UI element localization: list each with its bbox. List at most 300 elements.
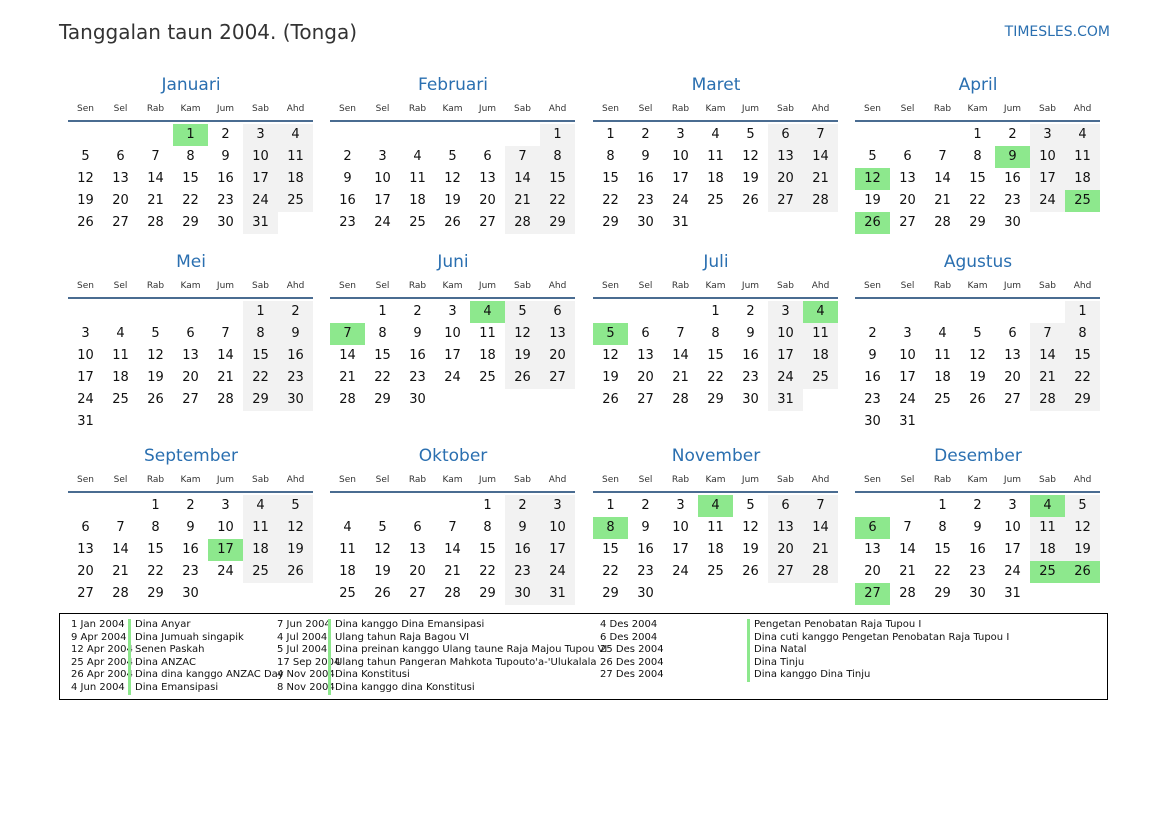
- day-cell: 3: [448, 304, 457, 319]
- day-cell: 7: [448, 520, 457, 535]
- day-cell: 14: [444, 542, 461, 557]
- day-cell: 6: [483, 149, 492, 164]
- day-cell: 21: [339, 370, 356, 385]
- day-cell: 3: [540, 495, 575, 517]
- day-cell: 6: [116, 149, 125, 164]
- empty-cell: [138, 124, 173, 146]
- weekday-label: Sen: [77, 104, 94, 114]
- day-cell: 15: [479, 542, 496, 557]
- day-cell: 28: [1030, 389, 1065, 411]
- day-cell: 15: [182, 171, 199, 186]
- day-cell: 26: [147, 392, 164, 407]
- weekday-label: Sab: [252, 104, 269, 114]
- holiday-day-cell: 4: [1030, 495, 1065, 517]
- weekday-label: Rab: [933, 104, 952, 114]
- day-cell: 14: [899, 542, 916, 557]
- weekday-header: [593, 278, 839, 294]
- day-cell: 21: [505, 190, 540, 212]
- day-cell: 21: [217, 370, 234, 385]
- day-cell: 21: [803, 539, 838, 561]
- day-cell: 14: [505, 168, 540, 190]
- day-cell: 10: [1030, 146, 1065, 168]
- day-cell: 5: [746, 127, 755, 142]
- header-divider: [68, 120, 313, 122]
- day-cell: 3: [81, 326, 90, 341]
- day-cell: 30: [217, 215, 234, 230]
- month-name: April: [958, 75, 998, 95]
- day-cell: 29: [147, 586, 164, 601]
- empty-cell: [68, 301, 103, 323]
- holiday-day-cell: 8: [593, 517, 628, 539]
- day-cell: 8: [540, 146, 575, 168]
- empty-cell: [995, 301, 1030, 323]
- day-cell: 3: [243, 124, 278, 146]
- month-november: [593, 445, 839, 605]
- day-cell: 31: [899, 414, 916, 429]
- day-cell: 2: [868, 326, 877, 341]
- day-cell: 3: [221, 498, 230, 513]
- weekday-label: Sen: [602, 281, 619, 291]
- empty-cell: [925, 301, 960, 323]
- holiday-date: 4 Nov 2004: [277, 669, 335, 681]
- holiday-day-cell: 5: [593, 323, 628, 345]
- month-name: Mei: [176, 252, 206, 272]
- day-cell: 2: [746, 304, 755, 319]
- weekday-label: Sel: [375, 104, 390, 114]
- day-cell: 11: [278, 146, 313, 168]
- day-cell: 9: [186, 520, 195, 535]
- day-cell: 7: [938, 149, 947, 164]
- holiday-name: Dina dina kanggo ANZAC Day: [128, 669, 284, 682]
- holiday-date: 8 Nov 2004: [277, 681, 335, 693]
- month-desember: [855, 445, 1101, 605]
- day-cell: 20: [479, 193, 496, 208]
- day-cell: 3: [1030, 124, 1065, 146]
- day-cell: 1: [243, 301, 278, 323]
- weekday-label: Ahd: [286, 281, 305, 291]
- month-name: Januari: [161, 75, 221, 95]
- day-grid: [593, 495, 839, 605]
- day-cell: 24: [243, 190, 278, 212]
- day-cell: 29: [243, 389, 278, 411]
- day-cell: 17: [899, 370, 916, 385]
- day-cell: 13: [1004, 348, 1021, 363]
- holiday-name: Dina Natal: [747, 644, 807, 657]
- day-cell: 10: [672, 520, 689, 535]
- weekday-label: Jum: [741, 104, 760, 114]
- month-name: Juli: [703, 252, 729, 272]
- day-cell: 18: [1030, 539, 1065, 561]
- day-cell: 9: [641, 149, 650, 164]
- day-cell: 26: [742, 564, 759, 579]
- weekday-label: Kam: [705, 281, 726, 291]
- day-cell: 1: [151, 498, 160, 513]
- holiday-date: 4 Des 2004: [600, 619, 658, 630]
- holiday-day-cell: 17: [208, 539, 243, 561]
- header-divider: [68, 297, 313, 299]
- day-cell: 2: [278, 301, 313, 323]
- header-divider: [855, 120, 1100, 122]
- holiday-date: 25 Apr 2004: [71, 656, 133, 668]
- day-cell: 10: [768, 323, 803, 345]
- month-name: Agustus: [943, 252, 1013, 272]
- day-cell: 26: [505, 367, 540, 389]
- day-cell: 28: [112, 586, 129, 601]
- day-cell: 13: [637, 348, 654, 363]
- holiday-day-cell: 4: [698, 495, 733, 517]
- weekday-header: [855, 101, 1101, 117]
- day-cell: 17: [77, 370, 94, 385]
- day-cell: 29: [602, 215, 619, 230]
- empty-cell: [855, 495, 890, 517]
- day-cell: 8: [973, 149, 982, 164]
- weekday-header: [855, 278, 1101, 294]
- day-cell: 10: [77, 348, 94, 363]
- day-cell: 8: [711, 326, 720, 341]
- weekday-label: Rab: [671, 475, 690, 485]
- day-cell: 7: [803, 124, 838, 146]
- weekday-label: Ahd: [548, 475, 567, 485]
- day-cell: 24: [672, 193, 689, 208]
- empty-cell: [330, 124, 365, 146]
- day-grid: [68, 495, 314, 605]
- day-cell: 24: [899, 392, 916, 407]
- month-name: Februari: [418, 75, 488, 95]
- holiday-name: Senen Paskah: [128, 644, 205, 657]
- day-cell: 11: [1030, 517, 1065, 539]
- day-cell: 20: [864, 564, 881, 579]
- day-cell: 7: [116, 520, 125, 535]
- day-cell: 21: [444, 564, 461, 579]
- day-cell: 3: [1008, 498, 1017, 513]
- day-cell: 23: [864, 392, 881, 407]
- day-grid: [593, 124, 839, 234]
- weekday-label: Sen: [77, 281, 94, 291]
- day-cell: 22: [147, 564, 164, 579]
- day-cell: 22: [602, 193, 619, 208]
- holiday-name: Dina cuti kanggo Pengetan Penobatan Raja Tupou I: [747, 632, 1009, 645]
- day-cell: 7: [803, 495, 838, 517]
- weekday-label: Ahd: [811, 104, 830, 114]
- holiday-date: 25 Des 2004: [600, 644, 664, 656]
- weekday-label: Jum: [216, 281, 235, 291]
- weekday-label: Sab: [1039, 475, 1056, 485]
- holiday-name: Dina kanggo dina Konstitusi: [328, 682, 475, 695]
- weekday-label: Rab: [408, 104, 427, 114]
- day-cell: 28: [934, 215, 951, 230]
- holiday-day-cell: 7: [330, 323, 365, 345]
- weekday-label: Jum: [478, 104, 497, 114]
- empty-cell: [890, 124, 925, 146]
- weekday-label: Ahd: [286, 104, 305, 114]
- day-cell: 30: [1004, 215, 1021, 230]
- day-cell: 1: [378, 304, 387, 319]
- day-cell: 19: [1065, 539, 1100, 561]
- day-cell: 24: [374, 215, 391, 230]
- holiday-day-cell: 4: [470, 301, 505, 323]
- day-cell: 9: [746, 326, 755, 341]
- day-cell: 16: [278, 345, 313, 367]
- weekday-label: Sel: [375, 281, 390, 291]
- day-cell: 25: [803, 367, 838, 389]
- weekday-label: Kam: [180, 281, 201, 291]
- day-cell: 26: [742, 193, 759, 208]
- day-cell: 11: [479, 326, 496, 341]
- day-cell: 29: [934, 586, 951, 601]
- day-cell: 20: [540, 345, 575, 367]
- day-cell: 17: [444, 348, 461, 363]
- day-cell: 25: [479, 370, 496, 385]
- weekday-label: Sab: [1039, 281, 1056, 291]
- day-cell: 24: [1030, 190, 1065, 212]
- day-cell: 24: [444, 370, 461, 385]
- day-cell: 16: [1004, 171, 1021, 186]
- day-cell: 13: [768, 146, 803, 168]
- day-cell: 23: [742, 370, 759, 385]
- weekday-label: Jum: [1003, 281, 1022, 291]
- weekday-label: Rab: [408, 475, 427, 485]
- day-cell: 2: [973, 498, 982, 513]
- day-cell: 22: [374, 370, 391, 385]
- day-cell: 23: [969, 564, 986, 579]
- day-cell: 14: [217, 348, 234, 363]
- day-cell: 6: [540, 301, 575, 323]
- header-divider: [68, 491, 313, 493]
- day-cell: 16: [339, 193, 356, 208]
- day-cell: 4: [711, 127, 720, 142]
- day-cell: 28: [505, 212, 540, 234]
- day-cell: 29: [969, 215, 986, 230]
- day-cell: 19: [742, 542, 759, 557]
- day-cell: 24: [77, 392, 94, 407]
- day-cell: 23: [217, 193, 234, 208]
- month-name: Juni: [437, 252, 469, 272]
- header-divider: [330, 491, 575, 493]
- day-cell: 15: [1065, 345, 1100, 367]
- day-cell: 20: [77, 564, 94, 579]
- brand-link[interactable]: TIMESLES.COM: [1004, 24, 1110, 40]
- day-cell: 7: [903, 520, 912, 535]
- weekday-label: Sen: [77, 475, 94, 485]
- day-cell: 18: [934, 370, 951, 385]
- day-cell: 17: [374, 193, 391, 208]
- day-cell: 28: [339, 392, 356, 407]
- day-cell: 31: [243, 212, 278, 234]
- day-cell: 12: [602, 348, 619, 363]
- weekday-label: Sel: [638, 475, 653, 485]
- day-cell: 12: [969, 348, 986, 363]
- day-cell: 3: [676, 127, 685, 142]
- weekday-label: Sab: [777, 475, 794, 485]
- empty-cell: [365, 124, 400, 146]
- day-cell: 19: [742, 171, 759, 186]
- day-cell: 17: [1030, 168, 1065, 190]
- day-grid: [68, 124, 314, 234]
- day-cell: 5: [746, 498, 755, 513]
- holiday-date: 27 Des 2004: [600, 669, 664, 681]
- empty-cell: [103, 301, 138, 323]
- day-cell: 9: [413, 326, 422, 341]
- day-cell: 11: [934, 348, 951, 363]
- day-cell: 30: [637, 215, 654, 230]
- day-cell: 30: [864, 414, 881, 429]
- day-cell: 19: [505, 345, 540, 367]
- empty-cell: [103, 124, 138, 146]
- weekday-label: Jum: [478, 475, 497, 485]
- day-cell: 21: [899, 564, 916, 579]
- month-januari: [68, 74, 314, 234]
- day-cell: 9: [641, 520, 650, 535]
- weekday-label: Ahd: [1073, 281, 1092, 291]
- day-cell: 13: [899, 171, 916, 186]
- day-cell: 21: [112, 564, 129, 579]
- day-cell: 31: [672, 215, 689, 230]
- day-cell: 29: [707, 392, 724, 407]
- day-cell: 11: [339, 542, 356, 557]
- day-cell: 18: [707, 171, 724, 186]
- day-cell: 31: [768, 389, 803, 411]
- day-cell: 5: [868, 149, 877, 164]
- day-cell: 18: [243, 539, 278, 561]
- weekday-label: Sel: [375, 475, 390, 485]
- weekday-label: Jum: [1003, 475, 1022, 485]
- weekday-label: Kam: [967, 475, 988, 485]
- day-grid: [855, 495, 1101, 605]
- holiday-day-cell: 25: [1030, 561, 1065, 583]
- day-cell: 13: [409, 542, 426, 557]
- day-cell: 25: [339, 586, 356, 601]
- day-cell: 5: [505, 301, 540, 323]
- holiday-name: Dina kanggo Dina Tinju: [747, 669, 870, 682]
- day-cell: 4: [243, 495, 278, 517]
- weekday-label: Jum: [1003, 104, 1022, 114]
- weekday-label: Rab: [146, 281, 165, 291]
- day-cell: 5: [81, 149, 90, 164]
- day-cell: 21: [672, 370, 689, 385]
- month-juli: [593, 251, 839, 411]
- weekday-label: Sen: [864, 475, 881, 485]
- day-cell: 14: [672, 348, 689, 363]
- day-cell: 13: [479, 171, 496, 186]
- weekday-label: Kam: [705, 104, 726, 114]
- day-cell: 18: [278, 168, 313, 190]
- day-cell: 24: [540, 561, 575, 583]
- day-cell: 2: [221, 127, 230, 142]
- empty-cell: [593, 301, 628, 323]
- day-cell: 10: [217, 520, 234, 535]
- day-cell: 9: [278, 323, 313, 345]
- day-cell: 24: [217, 564, 234, 579]
- day-cell: 29: [540, 212, 575, 234]
- day-cell: 26: [602, 392, 619, 407]
- day-cell: 7: [1030, 323, 1065, 345]
- weekday-label: Ahd: [548, 104, 567, 114]
- holiday-date: 26 Des 2004: [600, 656, 664, 668]
- weekday-label: Sel: [113, 475, 128, 485]
- header-divider: [855, 491, 1100, 493]
- weekday-label: Jum: [478, 281, 497, 291]
- day-cell: 13: [182, 348, 199, 363]
- month-name: November: [671, 446, 761, 466]
- day-cell: 1: [606, 127, 615, 142]
- day-cell: 28: [899, 586, 916, 601]
- holiday-date: 7 Jun 2004: [277, 619, 331, 630]
- day-cell: 14: [803, 517, 838, 539]
- day-cell: 28: [672, 392, 689, 407]
- month-oktober: [330, 445, 576, 605]
- day-cell: 7: [505, 146, 540, 168]
- day-cell: 23: [637, 564, 654, 579]
- day-cell: 25: [243, 561, 278, 583]
- weekday-label: Jum: [216, 475, 235, 485]
- weekday-label: Sab: [777, 281, 794, 291]
- day-cell: 4: [1065, 124, 1100, 146]
- weekday-label: Sen: [602, 475, 619, 485]
- day-cell: 10: [540, 517, 575, 539]
- day-grid: [68, 301, 314, 433]
- day-cell: 5: [1065, 495, 1100, 517]
- day-grid: [330, 301, 576, 411]
- holiday-day-cell: 4: [803, 301, 838, 323]
- holiday-date: 12 Apr 2004: [71, 644, 133, 656]
- day-cell: 15: [934, 542, 951, 557]
- day-grid: [593, 301, 839, 411]
- month-agustus: [855, 251, 1101, 433]
- day-cell: 26: [77, 215, 94, 230]
- holiday-name: Dina Konstitusi: [328, 669, 410, 682]
- day-cell: 28: [444, 586, 461, 601]
- day-cell: 1: [540, 124, 575, 146]
- empty-cell: [173, 301, 208, 323]
- day-cell: 30: [278, 389, 313, 411]
- day-cell: 23: [278, 367, 313, 389]
- weekday-header: [330, 101, 576, 117]
- month-september: [68, 445, 314, 605]
- month-mei: [68, 251, 314, 433]
- holiday-day-cell: 27: [855, 583, 890, 605]
- day-cell: 2: [343, 149, 352, 164]
- day-cell: 2: [641, 127, 650, 142]
- weekday-label: Sen: [864, 104, 881, 114]
- day-cell: 19: [278, 539, 313, 561]
- weekday-label: Ahd: [548, 281, 567, 291]
- holiday-date: 26 Apr 2004: [71, 669, 133, 681]
- day-cell: 6: [413, 520, 422, 535]
- day-cell: 5: [378, 520, 387, 535]
- day-cell: 23: [182, 564, 199, 579]
- day-cell: 24: [768, 367, 803, 389]
- day-cell: 25: [707, 193, 724, 208]
- day-cell: 21: [803, 168, 838, 190]
- day-cell: 27: [182, 392, 199, 407]
- day-cell: 27: [768, 561, 803, 583]
- header-divider: [330, 297, 575, 299]
- holiday-date: 5 Jul 2004: [277, 644, 328, 656]
- day-cell: 9: [505, 517, 540, 539]
- holiday-legend: [59, 613, 1108, 700]
- day-cell: 11: [707, 520, 724, 535]
- empty-cell: [400, 124, 435, 146]
- weekday-header: [855, 472, 1101, 488]
- day-cell: 14: [112, 542, 129, 557]
- day-cell: 10: [243, 146, 278, 168]
- day-cell: 1: [938, 498, 947, 513]
- month-april: [855, 74, 1101, 234]
- month-name: Oktober: [418, 446, 488, 466]
- day-cell: 7: [221, 326, 230, 341]
- weekday-label: Ahd: [1073, 104, 1092, 114]
- day-cell: 10: [374, 171, 391, 186]
